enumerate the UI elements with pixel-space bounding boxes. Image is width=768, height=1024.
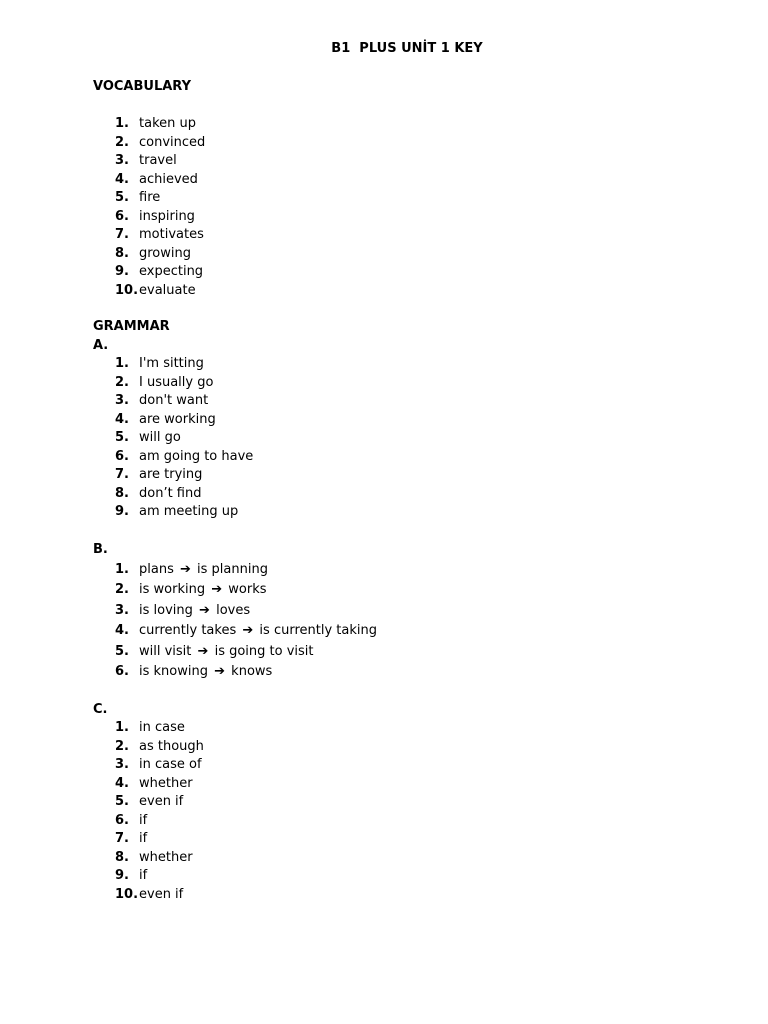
list-item <box>115 466 253 485</box>
item-number: 5. <box>115 430 129 445</box>
item-original: is loving <box>139 602 193 618</box>
list-item <box>115 134 205 153</box>
item-answer: motivates <box>139 227 204 242</box>
item-answer: am going to have <box>139 448 254 464</box>
item-number: 8. <box>115 485 129 501</box>
item-answer: are working <box>139 411 216 427</box>
item-answer: I usually go <box>139 374 214 390</box>
list-item <box>115 849 204 868</box>
item-answer: even if <box>139 794 184 809</box>
item-number: 2. <box>115 374 129 390</box>
item-number: 2. <box>115 738 129 754</box>
item-number: 3. <box>115 602 129 618</box>
item-number: 2. <box>115 582 129 598</box>
list-item <box>115 738 204 757</box>
item-original: currently takes <box>139 623 237 639</box>
list-item <box>115 448 253 467</box>
item-correction: is currently taking <box>259 623 377 639</box>
list-item <box>115 775 204 794</box>
item-answer: convinced <box>139 134 206 150</box>
list-item <box>115 171 205 190</box>
list-item <box>115 245 205 264</box>
list-item <box>115 411 253 430</box>
item-number: 6. <box>115 448 129 464</box>
item-number: 3. <box>115 393 129 408</box>
grammar-section-a-list <box>115 355 253 522</box>
list-item <box>115 355 253 374</box>
item-number: 2. <box>115 134 129 150</box>
item-number: 9. <box>115 264 129 279</box>
list-item <box>115 560 377 580</box>
item-number: 4. <box>115 775 129 791</box>
item-answer: inspiring <box>139 208 195 224</box>
item-answer: in case of <box>139 757 202 772</box>
list-item <box>115 226 205 245</box>
list-item <box>115 662 377 682</box>
item-number: 5. <box>115 794 129 809</box>
list-item <box>115 282 205 301</box>
item-answer: expecting <box>139 264 204 279</box>
item-number: 10. <box>115 886 139 902</box>
item-number: 7. <box>115 831 129 846</box>
item-number: 4. <box>115 411 129 427</box>
item-answer: achieved <box>139 171 198 187</box>
item-answer: taken up <box>139 116 196 131</box>
item-number: 5. <box>115 643 129 659</box>
list-item <box>115 263 205 282</box>
list-item <box>115 189 205 208</box>
list-item <box>115 503 253 522</box>
item-original: plans <box>139 562 174 577</box>
list-item <box>115 152 205 171</box>
list-item <box>115 485 253 504</box>
arrow-right-icon: ➔ <box>211 582 223 598</box>
item-answer: if <box>139 831 148 846</box>
item-correction: knows <box>231 663 273 679</box>
arrow-right-icon: ➔ <box>214 663 226 679</box>
vocabulary-heading: VOCABULARY <box>93 79 192 94</box>
grammar-section-c-list <box>115 719 204 904</box>
item-answer: in case <box>139 720 185 735</box>
item-answer: growing <box>139 245 191 261</box>
arrow-right-icon: ➔ <box>199 602 210 618</box>
item-answer: will go <box>139 430 181 445</box>
item-number: 6. <box>115 208 129 224</box>
item-answer: if <box>139 868 148 883</box>
list-item <box>115 601 377 621</box>
list-item <box>115 756 204 775</box>
grammar-section-a-label: A. <box>93 338 109 353</box>
grammar-heading: GRAMMAR <box>93 319 170 334</box>
item-answer: am meeting up <box>139 504 239 519</box>
list-item <box>115 208 205 227</box>
item-correction: works <box>228 582 267 598</box>
item-answer: whether <box>139 849 193 865</box>
item-number: 3. <box>115 153 129 168</box>
list-item <box>115 719 204 738</box>
item-correction: loves <box>216 602 251 618</box>
item-correction: is going to visit <box>214 643 314 659</box>
item-number: 8. <box>115 245 129 261</box>
page-title: B1 PLUS UNİT 1 KEY <box>331 41 483 56</box>
item-answer: don't want <box>139 393 209 408</box>
list-item <box>115 580 377 600</box>
item-number: 1. <box>115 356 129 371</box>
list-item <box>115 374 253 393</box>
item-number: 9. <box>115 504 129 519</box>
list-item <box>115 429 253 448</box>
item-answer: travel <box>139 153 177 168</box>
grammar-section-c-label: C. <box>93 702 108 717</box>
list-item <box>115 886 204 905</box>
item-original: will visit <box>139 643 192 659</box>
item-number: 1. <box>115 116 129 131</box>
item-answer: don’t find <box>139 485 202 501</box>
list-item <box>115 115 205 134</box>
list-item <box>115 793 204 812</box>
item-number: 1. <box>115 562 129 577</box>
item-number: 4. <box>115 171 129 187</box>
item-original: is working <box>139 582 206 598</box>
list-item <box>115 812 204 831</box>
item-answer: fire <box>139 190 161 205</box>
item-number: 10. <box>115 282 139 298</box>
item-number: 8. <box>115 849 129 865</box>
item-answer: as though <box>139 738 204 754</box>
list-item <box>115 392 253 411</box>
arrow-right-icon: ➔ <box>179 562 191 577</box>
list-item <box>115 867 204 886</box>
vocabulary-list <box>115 115 205 300</box>
item-number: 6. <box>115 663 129 679</box>
item-answer: I'm sitting <box>139 356 204 371</box>
item-answer: whether <box>139 775 193 791</box>
item-answer: evaluate <box>139 282 196 298</box>
item-number: 6. <box>115 812 129 828</box>
item-number: 7. <box>115 467 129 482</box>
grammar-section-b-list <box>115 560 377 682</box>
item-original: is knowing <box>139 663 208 679</box>
item-number: 1. <box>115 720 129 735</box>
arrow-right-icon: ➔ <box>197 643 209 659</box>
item-number: 5. <box>115 190 129 205</box>
arrow-right-icon: ➔ <box>242 623 254 639</box>
list-item <box>115 830 204 849</box>
item-answer: are trying <box>139 467 203 482</box>
item-correction: is planning <box>197 562 268 577</box>
item-number: 9. <box>115 868 129 883</box>
item-number: 4. <box>115 623 129 639</box>
item-answer: if <box>139 812 148 828</box>
grammar-section-b-label: B. <box>93 542 108 557</box>
item-number: 7. <box>115 227 129 242</box>
item-number: 3. <box>115 757 129 772</box>
list-item <box>115 642 377 662</box>
item-answer: even if <box>139 886 184 902</box>
list-item <box>115 621 377 641</box>
